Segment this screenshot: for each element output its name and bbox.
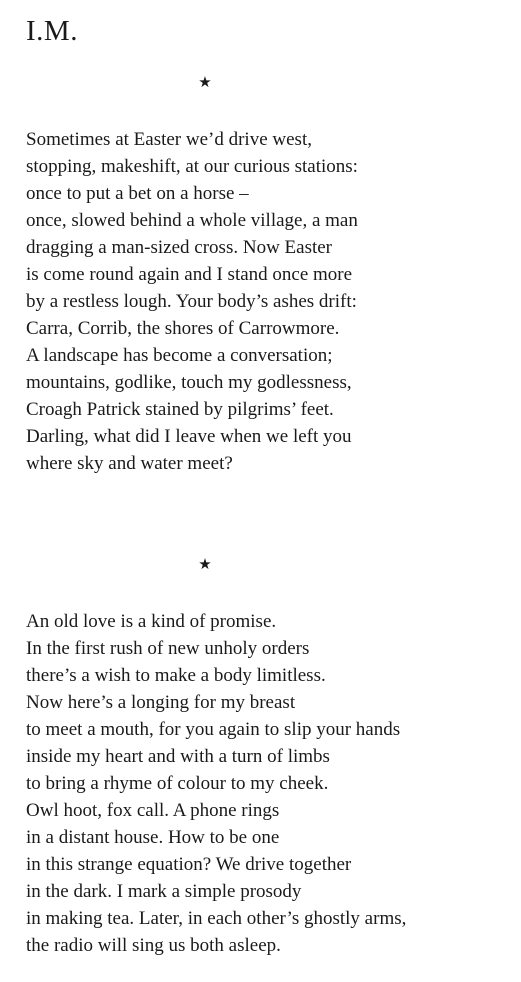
poem-line: where sky and water meet? (26, 453, 233, 474)
poem-line: the radio will sing us both asleep. (26, 935, 281, 956)
poem-line: in this strange equation? We drive together (26, 854, 352, 875)
poem-line: there’s a wish to make a body limitless. (26, 665, 326, 686)
poem-line: Sometimes at Easter we’d drive west, (26, 129, 312, 150)
poem-line: to bring a rhyme of colour to my cheek. (26, 773, 329, 794)
poem-line: Owl hoot, fox call. A phone rings (26, 800, 280, 821)
stanza-2 (26, 608, 406, 959)
poem-line: is come round again and I stand once more (26, 264, 353, 285)
poem-line: in making tea. Later, in each other’s ghostly arms, (26, 908, 407, 929)
poem-line: stopping, makeshift, at our curious stations: (26, 156, 358, 177)
poem-line: Now here’s a longing for my breast (26, 692, 296, 713)
poem-line: Carra, Corrib, the shores of Carrowmore. (26, 318, 340, 339)
poem-line: dragging a man-sized cross. Now Easter (26, 237, 333, 258)
poem-line: by a restless lough. Your body’s ashes drift: (26, 291, 357, 312)
poem-line: A landscape has become a conversation; (26, 345, 333, 366)
poem-line: in a distant house. How to be one (26, 827, 280, 848)
poem-line: Darling, what did I leave when we left you (26, 426, 352, 447)
poem-line: mountains, godlike, touch my godlessness, (26, 372, 352, 393)
poem-line: inside my heart and with a turn of limbs (26, 746, 330, 767)
poem-line: once to put a bet on a horse – (26, 183, 249, 204)
section-separator-star-icon: ★ (198, 75, 212, 91)
section-separator-star-icon: ★ (198, 557, 212, 573)
poem-line: in the dark. I mark a simple prosody (26, 881, 302, 902)
poem-line: In the first rush of new unholy orders (26, 638, 310, 659)
poem-title: I.M. (26, 15, 78, 47)
poem-line: Croagh Patrick stained by pilgrims’ feet. (26, 399, 334, 420)
poem-line: An old love is a kind of promise. (26, 611, 277, 632)
poem-line: to meet a mouth, for you again to slip your hands (26, 719, 401, 740)
stanza-1 (26, 126, 358, 477)
poem-line: once, slowed behind a whole village, a man (26, 210, 358, 231)
